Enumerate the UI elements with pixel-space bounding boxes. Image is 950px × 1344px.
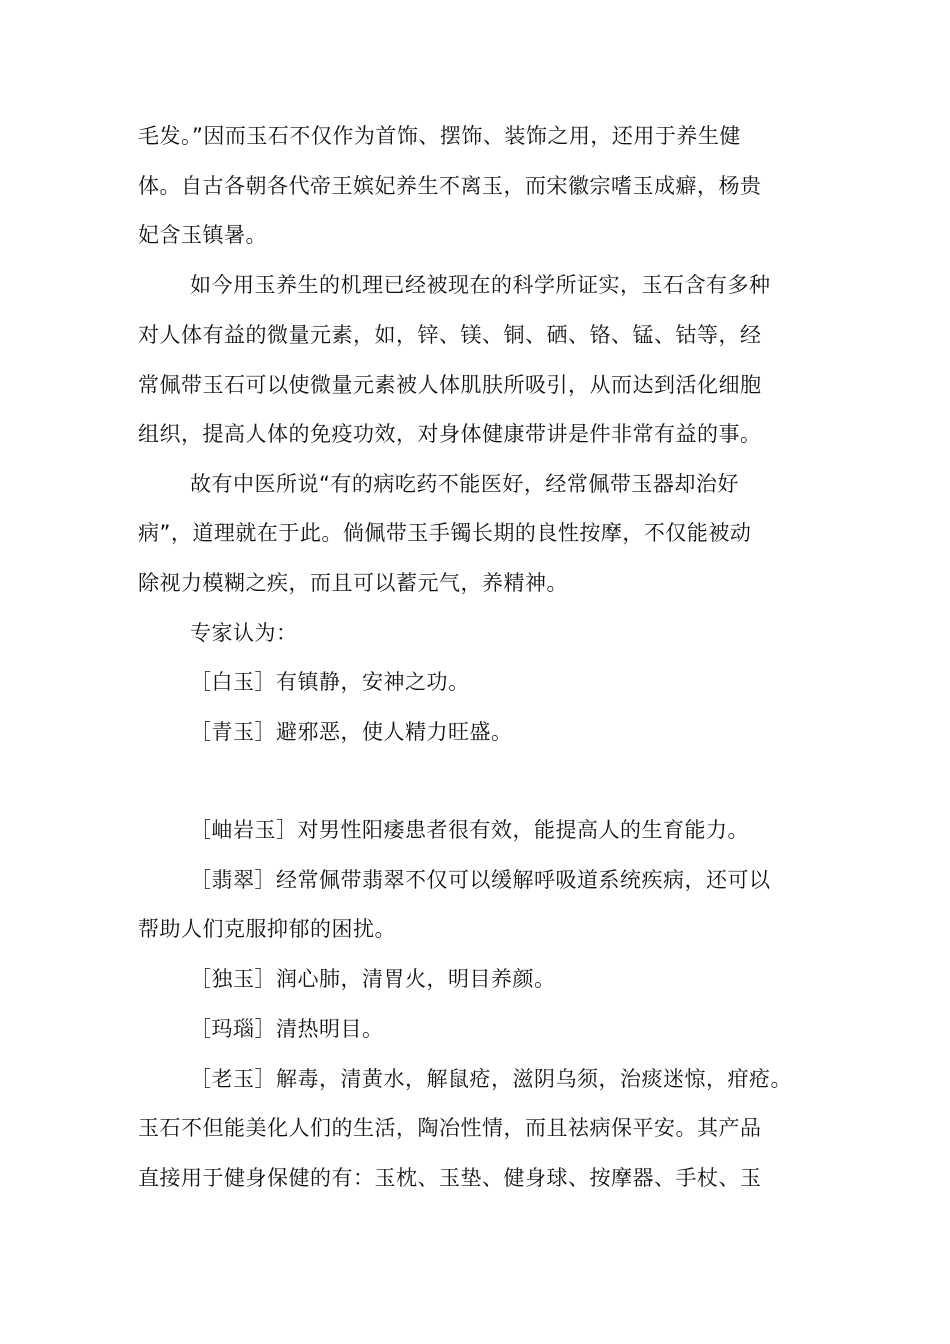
text-line: ［独玉］润心肺，清胃火，明目养颜。 bbox=[190, 967, 556, 991]
text-line: ［翡翠］经常佩带翡翠不仅可以缓解呼吸道系统疾病，还可以 bbox=[190, 868, 771, 892]
text-line: 组织，提高人体的免疫功效，对身体健康带讲是件非常有益的事。 bbox=[138, 422, 762, 446]
text-line: 如今用玉养生的机理已经被现在的科学所证实，玉石含有多种 bbox=[190, 273, 771, 297]
text-line: 帮助人们克服抑郁的困扰。 bbox=[138, 917, 396, 941]
text-line: ［青玉］避邪恶，使人精力旺盛。 bbox=[190, 720, 513, 744]
text-line: 毛发。”因而玉石不仅作为首饰、摆饰、装饰之用，还用于养生健 bbox=[138, 124, 741, 148]
text-line: ［老玉］解毒，清黄水，解鼠疮，滋阴乌须，治痰迷惊，疳疮。 bbox=[190, 1067, 792, 1091]
text-line: 病”，道理就在于此。倘佩带玉手镯长期的良性按摩，不仅能被动 bbox=[138, 521, 752, 545]
text-line: ［白玉］有镇静，安神之功。 bbox=[190, 670, 470, 694]
text-line: 常佩带玉石可以使微量元素被人体肌肤所吸引，从而达到活化细胞 bbox=[138, 373, 762, 397]
text-line: 体。自古各朝各代帝王嫔妃养生不离玉，而宋徽宗嗜玉成癖，杨贵 bbox=[138, 174, 762, 198]
text-line: 除视力模糊之疾，而且可以蓄元气，养精神。 bbox=[138, 571, 568, 595]
text-line: ［岫岩玉］对男性阳痿患者很有效，能提高人的生育能力。 bbox=[190, 818, 749, 842]
text-line: ［玛瑙］清热明目。 bbox=[190, 1017, 384, 1041]
text-line: 对人体有益的微量元素，如，锌、镁、铜、硒、铬、锰、钴等，经 bbox=[138, 323, 762, 347]
text-line: 妃含玉镇暑。 bbox=[138, 223, 267, 247]
text-line: 玉石不但能美化人们的生活，陶冶性情，而且祛病保平安。其产品 bbox=[138, 1116, 762, 1140]
text-line: 故有中医所说“有的病吃药不能医好，经常佩带玉器却治好 bbox=[190, 472, 739, 496]
text-line: 专家认为： bbox=[190, 621, 298, 645]
text-line: 直接用于健身保健的有：玉枕、玉垫、健身球、按摩器、手杖、玉 bbox=[138, 1166, 762, 1190]
